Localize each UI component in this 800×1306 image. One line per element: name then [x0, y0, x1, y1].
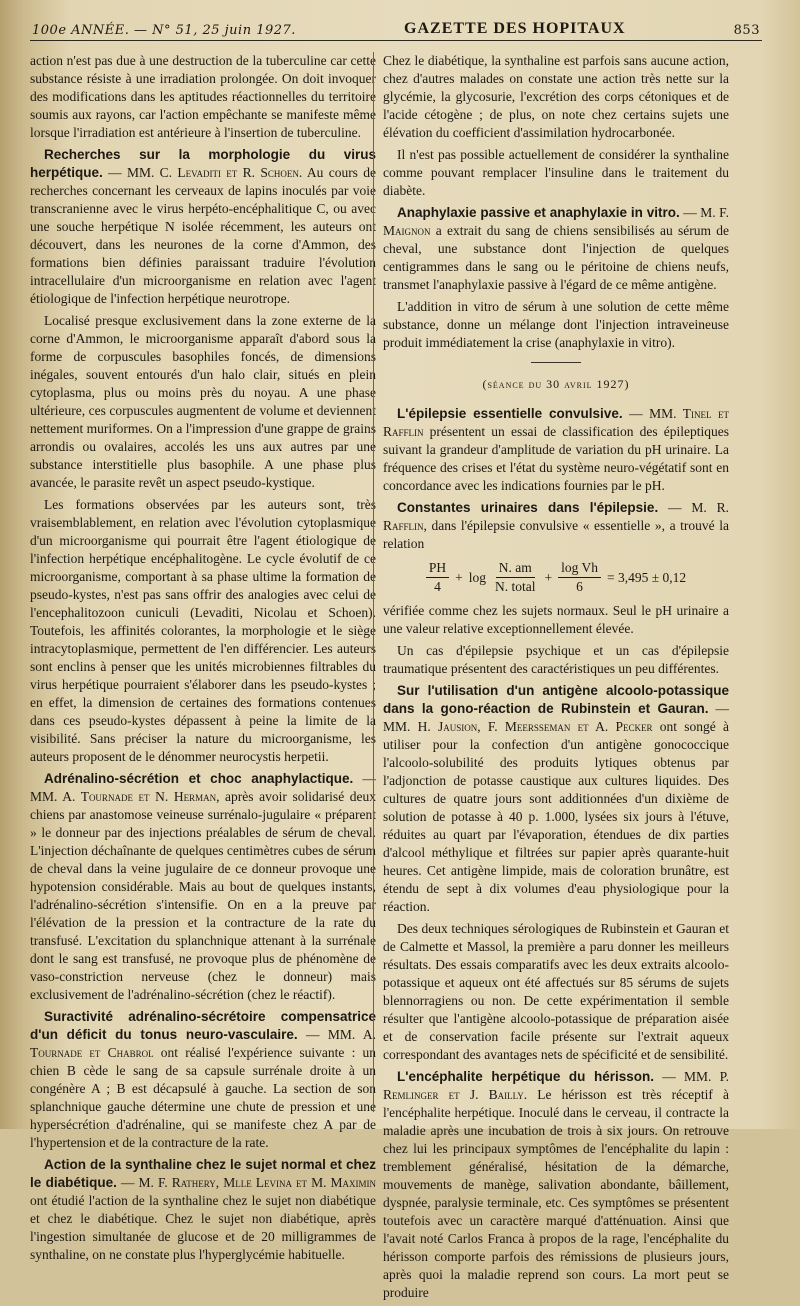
section-heading: Anaphylaxie passive et anaphylaxie in vitro. [397, 205, 680, 220]
section-authors: MM. H. Jausion, F. Meersseman et A. Pecker [383, 719, 653, 734]
numerator: N. am [496, 559, 535, 578]
left-column [30, 52, 376, 1268]
fraction-nitrogen [492, 559, 539, 596]
equation-result: = 3,495 ± 0,12 [607, 569, 687, 585]
paragraph: Localisé presque exclusivement dans la zone externe de la corne d'Ammon, le microorganisme apparaît d'abord sous la forme de corpuscules basophiles foncés, de dimensions inégales, souvent entourés d'un halo clair, situés en plein cytoplasma, plus ou moins près du noyau. A une phase ultérieure, ces corpuscules augmentent de volume et deviennent nettement muriformes. On a l'impression d'une grappe de grains arrondis ou ovalaires, accolés les uns aux autres par une substance interstitielle plus basophile. A une phase plus avancée, le parasite revêt un aspect pseudo-kystique. [30, 313, 376, 490]
section-adrenalino-secretion: Adrénalino-sécrétion et choc anaphylactique. — MM. A. Tournade et N. Herman, après avoir solidarisé deux chiens par anastomose veineuse surrénalo-jugulaire « préparent » le donneur par des injections préalables de sérum de cheval. L'injection déchaînante de quelques centimètres cubes de sérum de cheval dans la veine jugulaire de ce donneur provoque une hypotension considérable. Mais au bout de quelques instants, l'adrénalino-sécrétion s'intensifie. On en a la preuve par l'élévation de la pression et la contracture de la rate du transfusé. L'excitation du splanchnique attenant à la surrénale dont le sang est transfusé, ne provoque plus de phénomène de vaso-constriction nerveuse (chez le donneur) mais exclusivement de l'adrénalino-sécrétion (chez le réactif). [30, 771, 377, 1002]
denominator: 6 [576, 579, 583, 594]
section-heading: Sur l'utilisation d'un antigène alcoolo-potassique dans la gono-réaction de Rubinstein et Gauran. [383, 683, 729, 716]
log-operator: log [468, 569, 486, 585]
section-authors: MM. A. Tournade et Chabrol [30, 1027, 377, 1060]
journal-title: GAZETTE DES HOPITAUX [404, 20, 626, 37]
section-antigene-alcoolo-potassique: Sur l'utilisation d'un antigène alcoolo-potassique dans la gono-réaction de Rubinstein et Gauran. — MM. H. Jausion, F. Meersseman et A. Pecker ont songé à utiliser pour la confection d'un antigène gonococcique l'alcoolo-solubilité des produits lytiques obtenus par l'adjonction de potasse caustique aux cultures liquides. Des cultures de quatre jours sont additionnées d'un dixième de solution de potasse à 40 p. 1.000, lysées six jours à l'étuve, réduites au quart par l'évaporation, étendues de dix parties d'alcool méthylique et filtrées sur papier après quarante-huit heures. Cet antigène limpide, mais de coloration brunâtre, est étendu de sept à dix volumes d'eau physiologique pour la réaction. [383, 683, 730, 914]
section-authors: MM. C. Levaditi et R. Schoen. [126, 165, 303, 180]
section-authors: M. R. Rafflin, [383, 500, 729, 533]
fraction-log-vh [558, 559, 601, 596]
paragraph: ont songé à utiliser pour la confection d'un antigène gonococcique l'alcoolo-solubilité des produits lytiques obtenus par l'adjonction de potasse caustique aux cultures liquides. Des cultures de quatre jours sont additionnées d'un dixième de solution de potasse à 40 p. 1.000, lysées six jours à l'étuve, réduites au quart par l'évaporation, étendues de dix parties d'alcool méthylique et filtrées sur papier après quarante-huit heures. Cet antigène limpide, mais de coloration brunâtre, est étendu de sept à dix volumes d'eau physiologique pour la réaction. [383, 719, 730, 914]
denominator: N. total [494, 579, 536, 594]
section-heading: Suractivité adrénalino-sécrétoire compensatrice d'un déficit du tonus neuro-vasculaire. [30, 1009, 376, 1042]
section-authors: M. F. Maignon [383, 205, 729, 238]
equation [383, 559, 729, 596]
numerator: log Vh [558, 559, 601, 578]
section-suractivite: Suractivité adrénalino-sécrétoire compensatrice d'un déficit du tonus neuro-vasculaire. — MM. A. Tournade et Chabrol ont réalisé l'expérience suivante : un chien B cède le sang de sa capsule surrénale droite à un congénère A ; B est décapsulé à gauche. La section de son splanchnique gauche détermine une chute de pression et une hypersécrétion d'adrénaline, qui se manifeste chez A par de l'hypertension et de la contracture de la rate. [30, 1009, 377, 1150]
section-constantes-urinaires: Constantes urinaires dans l'épilepsie. — M. R. Rafflin, dans l'épilepsie convulsive « essentielle », a trouvé la relation [383, 500, 730, 551]
session-heading: (séance du 30 avril 1927) [482, 377, 630, 391]
paragraph: après avoir solidarisé deux chiens par anastomose veineuse surrénalo-jugulaire « préparent » le donneur par des injections préalables de sérum de cheval. L'injection déchaînante de quelques centimètres cubes de sérum de cheval dans la veine jugulaire de ce donneur provoque une hypotension considérable. Mais au bout de quelques instants, l'adrénalino-sécrétion s'intensifie. On en a la preuve par l'élévation de la pression et la contracture de la rate du transfusé. L'excitation du splanchnique attenant à la surrénale dont le sang est transfusé, ne provoque plus de phénomène de vaso-constriction nerveuse (chez le donneur) mais exclusivement de l'adrénalino-sécrétion (chez le réactif). [30, 789, 377, 1002]
paragraph: ont réalisé l'expérience suivante : un chien B cède le sang de sa capsule surrénale droite à un congénère A ; B est décapsulé à gauche. La section de son splanchnique gauche détermine une chute de pression et une hypersécrétion d'adrénaline, qui se manifeste chez A par de l'hypertension et de la contracture de la rate. [30, 1045, 377, 1150]
paragraph: Un cas d'épilepsie psychique et un cas d'épilepsie traumatique présentent des caractéristiques un peu différentes. [383, 643, 729, 676]
paragraph: Au cours de recherches concernant les cerveaux de lapins inoculés par voie transcranienne avec le virus herpéto-encéphalitique C, ou avec une souche herpétique N isolée récemment, les auteurs ont découvert, dans les neurones de la corne d'Ammon, des formations bien définies paraissant traduire l'évolution intracellulaire d'un microorganisme en relation avec l'agent étiologique de l'infection herpétique neurotrope. [30, 165, 377, 306]
column-divider [373, 52, 374, 1112]
section-recherches-virus-herpetique: Recherches sur la morphologie du virus herpétique. — MM. C. Levaditi et R. Schoen. Au cours de recherches concernant les cerveaux de lapins inoculés par voie transcranienne avec le virus herpéto-encéphalitique C, ou avec une souche herpétique N isolée récemment, les auteurs ont découvert, dans les neurones de la corne d'Ammon, des formations bien définies paraissant traduire l'évolution intracellulaire d'un microorganisme en relation avec l'agent étiologique de l'infection herpétique neurotrope. [30, 147, 377, 306]
running-head [32, 14, 760, 38]
denominator: 4 [434, 579, 441, 594]
paragraph: Chez le diabétique, la synthaline est parfois sans aucune action, chez d'autres malades on constate une action très nette sur la glycémie, la glycosurie, l'excrétion des corps cétoniques et de l'acide cétogène ; de plus, on note chez certains sujets une élévation du coefficient d'assimilation hydrocarbonée. [383, 53, 729, 140]
section-anaphylaxie: Anaphylaxie passive et anaphylaxie in vitro. — M. F. Maignon a extrait du sang de chiens sensibilisés au sérum de cheval, une substance dont l'injection de quelques centigrammes dans le sang ou le péritoine de chiens neufs, transmet l'anaphylaxie passive à l'égard de ce même antigène. [383, 205, 729, 292]
section-heading: Recherches sur la morphologie du virus herpétique. [30, 147, 376, 180]
section-authors: MM. P. Remlinger et J. Bailly. [383, 1069, 729, 1102]
section-encephalite-herisson: L'encéphalite herpétique du hérisson. — MM. P. Remlinger et J. Bailly. Le hérisson est très réceptif à l'encéphalite herpétique. Inoculé dans le cerveau, il contracte la maladie après une incubation de trois à six jours. On retrouve chez lui les principaux symptômes de l'encéphalite du lapin : tremblement généralisé, hésitation de la démarche, mouvements de manège, salivation abondante, bâillement, dyspnée, paralysie terminale, etc. Ces symptômes se présentent toutefois avec un caractère marqué d'atténuation. Ainsi que l'avait noté Carlos Franca à propos de la rage, l'encéphalite du hérisson comporte parfois des rémissions de plusieurs jours, après quoi la maladie reprend son cours. La mort peut se produire [383, 1069, 730, 1300]
right-column [383, 52, 729, 1306]
page-number: 853 [733, 23, 760, 38]
plus-sign: + [455, 569, 463, 585]
plus-sign: + [544, 569, 553, 585]
paragraph: présentent un essai de classification des épileptiques suivant la grandeur d'amplitude de variation du pH urinaire. La fréquence des crises et l'état du système neuro-végétatif sont en concordance avec les indications fournies par le pH. [383, 424, 729, 493]
section-synthaline: Action de la synthaline chez le sujet normal et chez le diabétique. — M. F. Rathery, Mlle Levina et M. Maximin ont étudié l'action de la synthaline chez le sujet non diabétique et chez le diabétique. Chez le sujet non diabétique, après l'ingestion simultanée de glucose et de 20 milligrammes de synthaline, on ne constate plus l'hyperglycémie habituelle. [30, 1157, 376, 1262]
paragraph: vérifiée comme chez les sujets normaux. Seul le pH urinaire a une valeur relative exceptionnellement élevée. [383, 603, 729, 636]
section-heading: Adrénalino-sécrétion et choc anaphylactique. [44, 771, 354, 786]
section-authors: MM. A. Tournade et N. Herman, [30, 789, 220, 804]
header-rule [30, 40, 762, 41]
section-heading: L'encéphalite herpétique du hérisson. [397, 1069, 655, 1084]
section-heading: Action de la synthaline chez le sujet normal et chez le diabétique. [30, 1157, 376, 1190]
numerator: PH [426, 559, 449, 578]
section-heading: Constantes urinaires dans l'épilepsie. [397, 500, 659, 515]
paragraph: Les formations observées par les auteurs sont, très vraisemblablement, en relation avec l'évolution cytoplasmique d'un microorganisme qui pourrait être l'agent étiologique de l'infection herpétique encéphalitogène. Le cycle évolutif de ce microorganisme, comportant à sa phase ultime la formation de pseudo-kystes, n'est pas sans offrir des analogies avec celui de l'encephalitozoon cuniculi (Levaditi, Nicolau et Schoen). Toutefois, les affinités colorantes, la morphologie et le siège intracytoplasmique, permettent de l'en différencier. Les auteurs sont enclins à penser que les unités microbiennes filtrables du virus herpétique pourraient s'élaborer dans les pseudo-kystes ; en effet, la dimension de certaines des formations contenues dans ces pseudo-kystes dépassent à peine la limite de la visibilité. Sans préciser la nature du microorganisme, les auteurs proposent de le dénommer neurocystis herpetii. [30, 497, 376, 764]
paragraph: L'addition in vitro de sérum à une solution de cette même substance, donne un mélange dont l'injection intraveineuse produit immédiatement la crise (anaphylaxie in vitro). [383, 299, 729, 350]
section-epilepsie-essentielle: L'épilepsie essentielle convulsive. — MM. Tinel et Rafflin présentent un essai de classification des épileptiques suivant la grandeur d'amplitude de variation du pH urinaire. La fréquence des crises et l'état du système neuro-végétatif sont en concordance avec les indications fournies par le pH. [383, 406, 730, 493]
issue-line: 100e ANNÉE. — N° 51, 25 juin 1927. [32, 23, 296, 38]
section-authors: MM. Tinel et Rafflin [383, 406, 730, 439]
paragraph: Le hérisson est très réceptif à l'encéphalite herpétique. Inoculé dans le cerveau, il contracte la maladie après une incubation de trois à six jours. On retrouve chez lui les principaux symptômes de l'encéphalite du lapin : tremblement généralisé, hésitation de la démarche, mouvements de manège, salivation abondante, bâillement, dyspnée, paralysie terminale, etc. Ces symptômes se présentent toutefois avec un caractère marqué d'atténuation. Ainsi que l'avait noté Carlos Franca à propos de la rage, l'encéphalite du hérisson comporte parfois des rémissions de plusieurs jours, après quoi la maladie reprend son cours. La mort peut se produire [383, 1087, 730, 1300]
paragraph: ont étudié l'action de la synthaline chez le sujet non diabétique et chez le diabétique. Chez le sujet non diabétique, après l'ingestion simultanée de glucose et de 20 milligrammes de synthaline, on ne constate plus l'hyperglycémie habituelle. [30, 1193, 376, 1262]
section-separator [531, 362, 581, 363]
paragraph: a extrait du sang de chiens sensibilisés au sérum de cheval, une substance dont l'injection de quelques centigrammes dans le sang ou le péritoine de chiens neufs, transmet l'anaphylaxie passive à l'égard de ce même antigène. [383, 223, 729, 292]
section-authors: M. F. Rathery, Mlle Levina et M. Maximin [138, 1175, 376, 1190]
paragraph: action n'est pas due à une destruction de la tuberculine car cette substance résiste à une irradiation prolongée. On doit invoquer des modifications dans les aptitudes réactionnelles du territoire soumis aux rayons, car l'action empêchante se manifeste même lorsque l'irradiation est antérieure à l'insertion de tuberculine. [30, 53, 376, 140]
paragraph: dans l'épilepsie convulsive « essentielle », a trouvé la relation [383, 518, 730, 551]
paragraph: Il n'est pas possible actuellement de considérer la synthaline comme pouvant remplacer l'insuline dans le traitement du diabète. [383, 147, 729, 198]
section-heading: L'épilepsie essentielle convulsive. [397, 406, 623, 421]
paragraph: Des deux techniques sérologiques de Rubinstein et Gauran et de Calmette et Massol, la première a paru donner les meilleurs résultats. Des essais comparatifs avec les deux extraits alcoolo-potassique et aqueux ont été affectués sur 85 sérums de sujets blennorragiens ou non. De cette expérimentation il semble résulter que l'antigène alcoolo-potassique de préparation aisée et de conservation facile présente sur l'extrait aqueux correspondant des avantages nets de spécificité et de sensibilité. [383, 921, 729, 1062]
fraction-ph [426, 559, 449, 596]
